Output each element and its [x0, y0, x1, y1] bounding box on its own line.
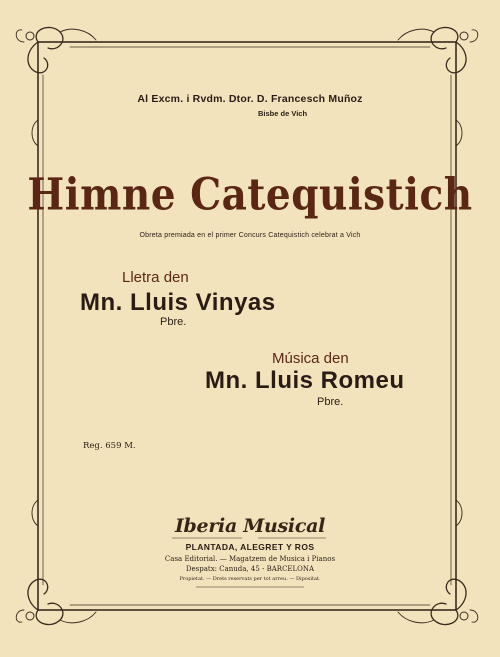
dedication-line: Al Excm. i Rvdm. Dtor. D. Francesch Muñoz: [137, 93, 363, 105]
corner-flourish-top-right: [398, 27, 478, 72]
lyricist-title: Pbre.: [160, 316, 187, 328]
corner-flourish-bottom-right: [398, 579, 478, 624]
publisher-description: Casa Editorial. — Magatzem de Musica i Pianos: [164, 555, 336, 563]
corner-flourish-bottom-left: [16, 579, 96, 624]
lyrics-label: Lletra den: [122, 269, 189, 286]
corner-flourish-top-left: [16, 27, 96, 72]
registration-number: Reg. 659 M.: [83, 441, 136, 451]
publisher-logo: Iberia Musical: [174, 515, 326, 537]
work-title: Himne Catequistich: [27, 169, 473, 221]
composer-title: Pbre.: [317, 396, 344, 408]
music-label: Música den: [272, 350, 349, 367]
dedication-subline: Bisbe de Vich: [258, 109, 308, 118]
publisher-name: PLANTADA, ALEGRET Y ROS: [185, 542, 315, 552]
composer-name: Mn. Lluis Romeu: [205, 367, 405, 394]
publisher-rights: Propietat. — Drets reservats per tot arreu. — Dipositat.: [179, 576, 321, 582]
work-subtitle: Obreta premiada en el primer Concurs Catequistich celebrat a Vich: [139, 232, 361, 239]
publisher-address: Despatx: Canuda, 45 - BARCELONA: [185, 565, 315, 573]
lyricist-name: Mn. Lluis Vinyas: [80, 289, 276, 316]
